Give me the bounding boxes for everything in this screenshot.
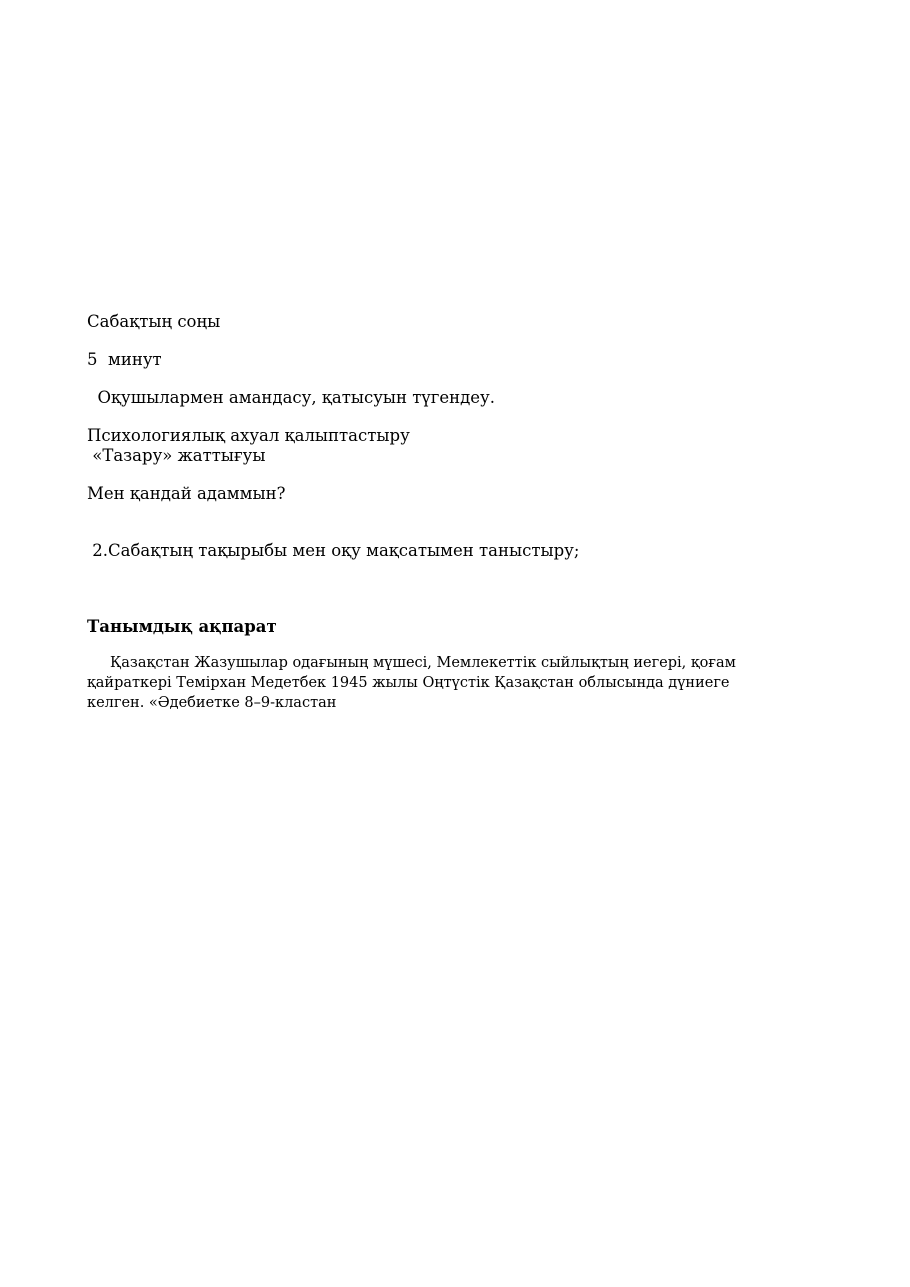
end-of-lesson-label: Сабақтың соңы — [87, 312, 221, 331]
info-line: қайраткері Темірхан Медетбек 1945 жылы Оңтүстік Қазақстан облысында дүниеге — [87, 675, 730, 691]
info-heading: Танымдық ақпарат — [87, 617, 277, 636]
info-line: Қазақстан Жазушылар одағының мүшесі, Мемлекеттік сыйлықтың иегері, қоғам — [87, 655, 736, 671]
info-line: келген. «Әдебиетке 8–9-кластан — [87, 695, 337, 711]
exercise-text: «Тазару» жаттығуы — [87, 446, 266, 465]
duration-text: 5 минут — [87, 350, 162, 369]
greeting-text: Оқушылармен амандасу, қатысуын түгендеу. — [87, 388, 496, 407]
question-text: Мен қандай адаммын? — [87, 484, 286, 503]
psych-setup-text: Психологиялық ахуал қалыптастыру — [87, 426, 410, 445]
topic-intro-text: 2.Сабақтың тақырыбы мен оқу мақсатымен таныстыру; — [87, 541, 580, 560]
info-paragraph — [87, 653, 787, 713]
